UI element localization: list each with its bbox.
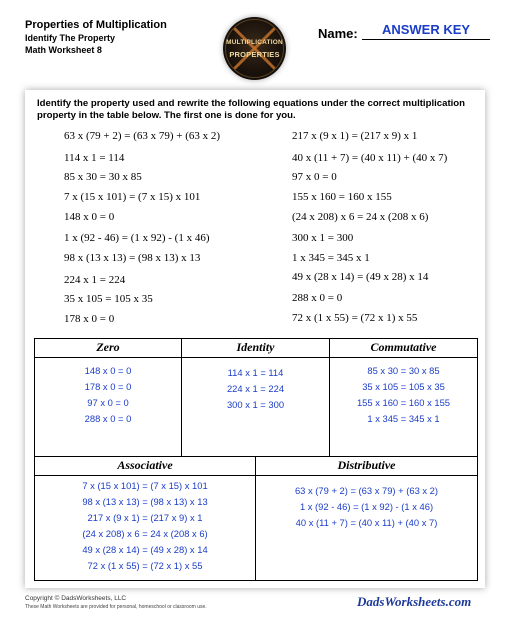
zero-answer-3: 97 x 0 = 0 (87, 397, 129, 408)
equation-right-8: 49 x (28 x 14) = (49 x 28) x 14 (292, 271, 429, 283)
associative-answer-1: 7 x (15 x 101) = (7 x 15) x 101 (82, 480, 208, 491)
worksheet-number: Math Worksheet 8 (25, 45, 102, 55)
commutative-answer-2: 35 x 105 = 105 x 35 (362, 381, 445, 392)
equation-left-7: 98 x (13 x 13) = (98 x 13) x 13 (64, 252, 201, 264)
equation-left-1: 63 x (79 + 2) = (63 x 79) + (63 x 2) (64, 130, 221, 142)
instructions-text: Identify the property used and rewrite the following equations under the correct multiplication property in the table below. The first one is done for you. (37, 98, 466, 121)
associative-answer-2: 98 x (13 x 13) = (98 x 13) x 13 (82, 496, 208, 507)
equation-right-6: 300 x 1 = 300 (292, 232, 354, 244)
associative-header: Associative (35, 457, 255, 476)
associative-answer-3: 217 x (9 x 1) = (217 x 9) x 1 (87, 512, 203, 523)
equation-left-3: 85 x 30 = 30 x 85 (64, 171, 142, 183)
logo-text-line2: PROPERTIES (229, 50, 280, 59)
worksheet-subtitle: Identify The Property (25, 33, 116, 43)
equation-left-6: 1 x (92 - 46) = (1 x 92) - (1 x 46) (64, 232, 210, 244)
commutative-answer-4: 1 x 345 = 345 x 1 (367, 413, 440, 424)
footer-usage-note: These Math Worksheets are provided for personal, homeschool or classroom use. (25, 604, 207, 610)
equation-left-9: 35 x 105 = 105 x 35 (64, 293, 153, 305)
distributive-answer-1: 63 x (79 + 2) = (63 x 79) + (63 x 2) (294, 485, 439, 496)
distributive-cell (256, 457, 477, 580)
equation-left-4: 7 x (15 x 101) = (7 x 15) x 101 (64, 191, 201, 203)
commutative-cell (330, 339, 477, 457)
equation-right-4: 155 x 160 = 160 x 155 (292, 191, 392, 203)
associative-answer-6: 72 x (1 x 55) = (72 x 1) x 55 (87, 560, 203, 571)
equation-right-2: 40 x (11 + 7) = (40 x 11) + (40 x 7) (292, 152, 448, 164)
associative-cell (35, 457, 256, 580)
equation-right-5: (24 x 208) x 6 = 24 x (208 x 6) (292, 211, 429, 223)
zero-answer-1: 148 x 0 = 0 (84, 365, 132, 376)
zero-cell (35, 339, 182, 457)
equation-left-10: 178 x 0 = 0 (64, 313, 115, 325)
commutative-answer-1: 85 x 30 = 30 x 85 (367, 365, 440, 376)
dadsworksheets-logo: DadsWorksheets.com (357, 594, 472, 609)
footer-copyright: Copyright © DadsWorksheets, LLC (25, 595, 127, 602)
associative-answer-5: 49 x (28 x 14) = (49 x 28) x 14 (82, 544, 208, 555)
equation-left-8: 224 x 1 = 224 (64, 274, 126, 286)
logo-x-graphic (223, 17, 286, 80)
worksheet-header (25, 19, 167, 57)
equation-right-10: 72 x (1 x 55) = (72 x 1) x 55 (292, 312, 418, 324)
multiplication-properties-logo (223, 17, 286, 80)
equation-left-5: 148 x 0 = 0 (64, 211, 115, 223)
name-label: Name: (318, 26, 358, 41)
distributive-answer-2: 1 x (92 - 46) = (1 x 92) - (1 x 46) (299, 501, 434, 512)
equation-right-3: 97 x 0 = 0 (292, 171, 337, 183)
associative-answer-4: (24 x 208) x 6 = 24 x (208 x 6) (82, 528, 208, 539)
identity-answer-2: 224 x 1 = 224 (226, 383, 285, 394)
equation-right-1: 217 x (9 x 1) = (217 x 9) x 1 (292, 130, 418, 142)
equation-right-9: 288 x 0 = 0 (292, 292, 343, 304)
equation-right-7: 1 x 345 = 345 x 1 (292, 252, 370, 264)
identity-answer-1: 114 x 1 = 114 (227, 367, 284, 378)
identity-answer-3: 300 x 1 = 300 (226, 399, 285, 410)
zero-answer-4: 288 x 0 = 0 (84, 413, 132, 424)
identity-cell (182, 339, 330, 457)
logo-text-line1: MULTIPLICATION (226, 39, 283, 46)
answer-key-field: ANSWER KEY (362, 22, 490, 40)
distributive-answer-3: 40 x (11 + 7) = (40 x 11) + (40 x 7) (295, 517, 438, 528)
zero-header: Zero (35, 339, 181, 358)
worksheet-title: Properties of Multiplication (25, 19, 167, 31)
zero-answer-2: 178 x 0 = 0 (84, 381, 132, 392)
distributive-header: Distributive (256, 457, 477, 476)
identity-header: Identity (182, 339, 329, 358)
commutative-header: Commutative (330, 339, 477, 358)
commutative-answer-3: 155 x 160 = 160 x 155 (356, 397, 451, 408)
equation-left-2: 114 x 1 = 114 (64, 152, 125, 164)
property-table (34, 338, 478, 581)
